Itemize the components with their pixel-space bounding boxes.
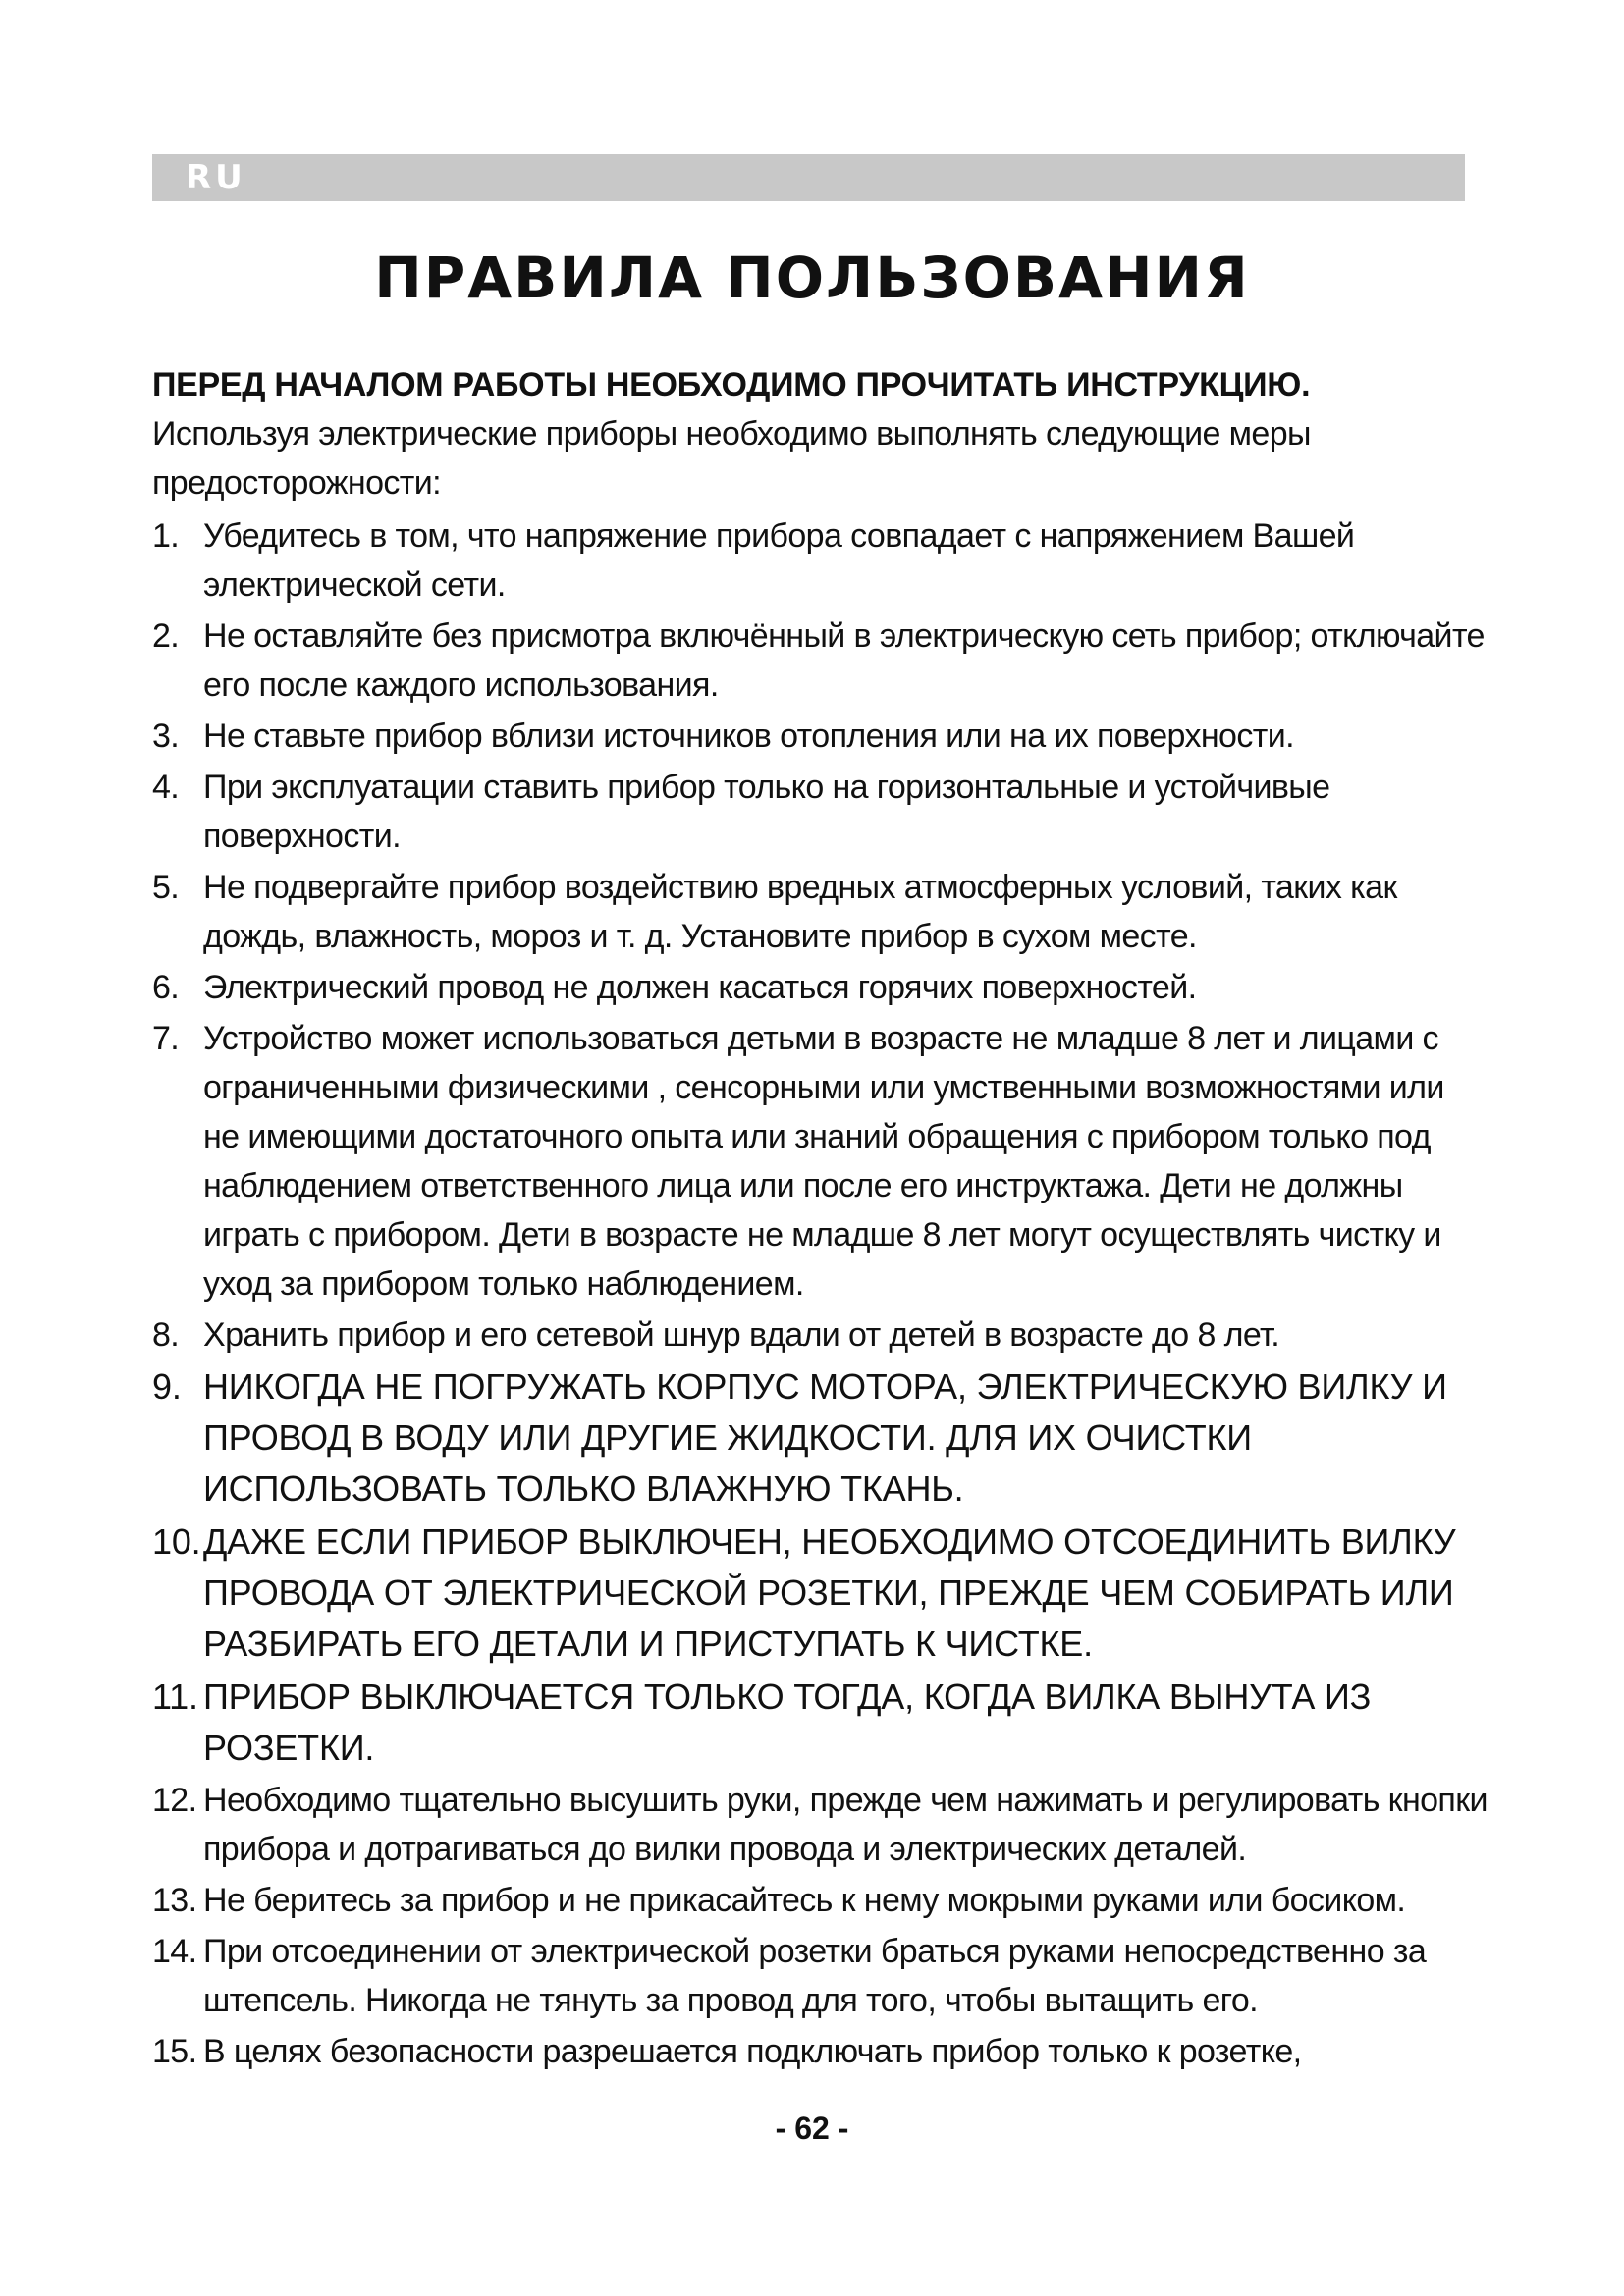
rule-text: Не оставляйте без присмотра включённый в электрическую сеть прибор; отключайте его после каждого использования.: [203, 617, 1485, 704]
rule-number: 2.: [152, 617, 180, 655]
rule-number: 1.: [152, 517, 180, 555]
rule-number: 14.: [152, 1933, 197, 1970]
rule-number: 5.: [152, 869, 180, 906]
safety-rule-13: [152, 1876, 1488, 1925]
rule-number: 11.: [152, 1677, 198, 1717]
safety-rule-15: [152, 2027, 1488, 2076]
main-content: [152, 361, 1488, 2078]
rule-text: Убедитесь в том, что напряжение прибора совпадает с напряжением Вашей электрической сети.: [203, 517, 1355, 604]
safety-rule-10: [152, 1517, 1488, 1670]
rule-text: Не беритесь за прибор и не прикасайтесь к нему мокрыми руками или босиком.: [203, 1882, 1406, 1919]
intro-paragraph: Используя электрические приборы необходимо выполнять следующие меры предосторожности:: [152, 415, 1311, 502]
safety-rule-2: [152, 612, 1488, 710]
safety-rules-list: [152, 511, 1488, 2076]
safety-rule-3: [152, 712, 1488, 761]
rule-text: При эксплуатации ставить прибор только на горизонтальные и устойчивые поверхности.: [203, 769, 1330, 855]
rule-text: Не ставьте прибор вблизи источников отопления или на их поверхности.: [203, 718, 1294, 755]
safety-rule-9: [152, 1362, 1488, 1515]
language-header-bar: [152, 154, 1465, 201]
rule-text: Необходимо тщательно высушить руки, прежде чем нажимать и регулировать кнопки прибора и дотрагиваться до вилки провода и электрических деталей.: [203, 1782, 1488, 1868]
rule-text: Хранить прибор и его сетевой шнур вдали от детей в возрасте до 8 лет.: [203, 1316, 1280, 1354]
safety-rule-7: [152, 1014, 1488, 1308]
rule-number: 4.: [152, 769, 180, 806]
rule-text: ДАЖЕ ЕСЛИ ПРИБОР ВЫКЛЮЧЕН, НЕОБХОДИМО ОТСОЕДИНИТЬ ВИЛКУ ПРОВОДА ОТ ЭЛЕКТРИЧЕСКОЙ РОЗЕТКИ, ПРЕЖДЕ ЧЕМ СОБИРАТЬ ИЛИ РАЗБИРАТЬ ЕГО ДЕТАЛИ И ПРИСТУПАТЬ К ЧИСТКЕ.: [203, 1522, 1456, 1664]
language-tag: RU: [186, 158, 246, 197]
rule-text: НИКОГДА НЕ ПОГРУЖАТЬ КОРПУС МОТОРА, ЭЛЕКТРИЧЕСКУЮ ВИЛКУ И ПРОВОД В ВОДУ ИЛИ ДРУГИЕ ЖИДКОСТИ. ДЛЯ ИХ ОЧИСТКИ ИСПОЛЬЗОВАТЬ ТОЛЬКО ВЛАЖНУЮ ТКАНЬ.: [203, 1366, 1447, 1509]
rule-text: Электрический провод не должен касаться горячих поверхностей.: [203, 969, 1197, 1006]
rule-number: 8.: [152, 1316, 180, 1354]
page-title: ПРАВИЛА ПОЛЬЗОВАНИЯ: [374, 244, 1250, 311]
rule-number: 15.: [152, 2033, 197, 2070]
rule-text: Устройство может использоваться детьми в возрасте не младше 8 лет и лицами с ограниченными физическими , сенсорными или умственными возможностями или не имеющими достаточного опыта или знаний обращения с прибором только под наблюдением ответственного лица или после его инструктажа. Дети не должны играть с прибором. Дети в возрасте не младше 8 лет могут осуществлять чистку и уход за прибором только наблюдением.: [203, 1020, 1444, 1303]
rule-number: 3.: [152, 718, 180, 755]
rule-text: При отсоединении от электрической розетки браться руками непосредственно за штепсель. Никогда не тянуть за провод для того, чтобы вытащить его.: [203, 1933, 1427, 2019]
instruction-warning-heading: ПЕРЕД НАЧАЛОМ РАБОТЫ НЕОБХОДИМО ПРОЧИТАТЬ ИНСТРУКЦИЮ.: [152, 366, 1311, 403]
rule-text: В целях безопасности разрешается подключать прибор только к розетке,: [203, 2033, 1302, 2070]
safety-rule-12: [152, 1776, 1488, 1874]
page-number: - 62 -: [775, 2110, 849, 2146]
rule-number: 7.: [152, 1020, 180, 1057]
rule-number: 10.: [152, 1522, 201, 1562]
safety-rule-1: [152, 511, 1488, 610]
rule-number: 13.: [152, 1882, 197, 1919]
safety-rule-4: [152, 763, 1488, 861]
safety-rule-11: [152, 1672, 1488, 1774]
rule-text: Не подвергайте прибор воздействию вредных атмосферных условий, таких как дождь, влажность, мороз и т. д. Установите прибор в сухом месте.: [203, 869, 1397, 955]
rule-number: 6.: [152, 969, 180, 1006]
safety-rule-5: [152, 863, 1488, 961]
safety-rule-6: [152, 963, 1488, 1012]
rule-number: 12.: [152, 1782, 197, 1819]
safety-rule-8: [152, 1310, 1488, 1360]
safety-rule-14: [152, 1927, 1488, 2025]
rule-text: ПРИБОР ВЫКЛЮЧАЕТСЯ ТОЛЬКО ТОГДА, КОГДА ВИЛКА ВЫНУТА ИЗ РОЗЕТКИ.: [203, 1677, 1372, 1768]
rule-number: 9.: [152, 1366, 182, 1407]
